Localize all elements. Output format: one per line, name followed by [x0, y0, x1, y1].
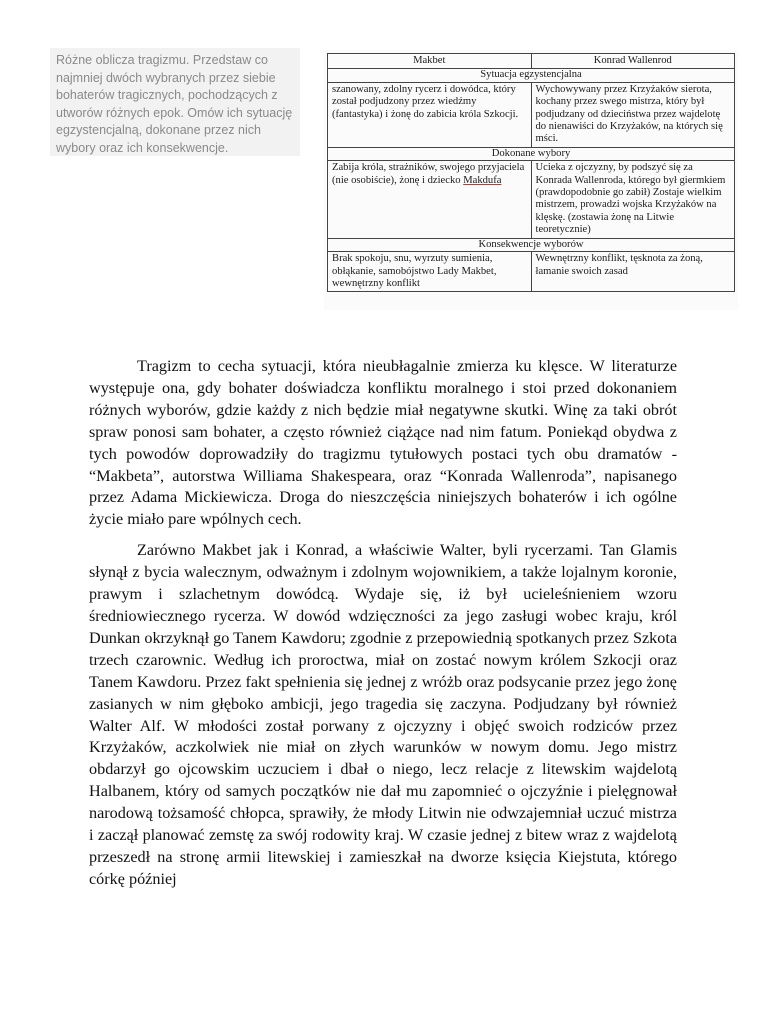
cell-konrad-existential: Wychowywany przez Krzyżaków sierota, kochany przez swego mistrza, który był podjudzany od dzieciństwa przez wajdelotę do nienawiści do Krzyżaków, na których się mści.	[531, 82, 735, 147]
essay-paragraph-2: Zarówno Makbet jak i Konrad, a właściwie Walter, byli rycerzami. Tan Glamis słynął z bycia walecznym, odważnym i zdolnym wojownikiem, a także lojalnym koronie, prawym i szlachetnym dowódcą. Wydaje się, iż był ucieleśnieniem wzoru średniowiecznego rycerza. W dowód wdzięczności za jego zasługi wobec kraju, król Dunkan okrzyknął go Tanem Kawdoru; zgodnie z przepowiednią spotkanych przez Szkota trzech czarownic. Według ich proroctwa, miał on zostać nowym królem Szkocji oraz Tanem Kawdoru. Przez fakt spełnienia się jednej z wróżb oraz podsycanie przez jego żonę zasianych w nim głęboko ambicji, jego tragedia się zaczyna. Podjudzany był również Walter Alf. W młodości został porwany z ojczyzny i objęć swoich rodziców przez Krzyżaków, aczkolwiek nie miał on złych warunków w nowym domu. Jego mistrz obdarzył go ojcowskim uczuciem i dbał o niego, lecz relacje z litewskim wajdelotą Halbanem, który od samych początków nie dał mu zapomnieć o ojczyźnie i pielęgnował narodową tożsamość chłopca, sprawiły, że młody Litwin nie odwzajemniał uczuć mistrza i zaczął planować zemstę za swój rodowity kraj. W czasie jednej z bitew wraz z wajdelotą przeszedł na stronę armii litewskiej i zamieszkał na dworze księcia Kiejstuta, którego córkę później	[89, 541, 677, 888]
cell-konrad-choices: Ucieka z ojczyzny, by podszyć się za Konrada Wallenroda, którego był giermkiem (prawdopodobnie go zabił) Zostaje wielkim mistrzem, prowadzi wojska Krzyżaków na klęskę. (zostawia żonę na Litwie teoretycznie)	[531, 161, 735, 238]
section-row	[328, 69, 735, 82]
header-makbet: Makbet	[328, 54, 532, 69]
essay-paragraph-1: Tragizm to cecha sytuacji, która nieubłagalnie zmierza ku klęsce. W literaturze występuje ona, gdy bohater doświadcza konfliktu moralnego i stoi przed dokonaniem różnych wyborów, gdzie każdy z nich będzie miał negatywne skutki. Winę za taki obrót spraw ponosi sam bohater, a często również ciążące nad nim fatum. Poniekąd obydwa z tych powodów doprowadziły do tragizmu tytułowych postaci tych obu dramatów - “Makbeta”, autorstwa Williama Shakespeara, oraz “Konrada Wallenroda”, napisanego przez Adama Mickiewicza. Droga do nieszczęścia niniejszych bohaterów i ich ogólne życie miało pare wpólnych cech.	[89, 357, 677, 529]
section-row	[328, 147, 735, 160]
cell-makbet-choices	[328, 161, 532, 238]
cell-makbet-consequences: Brak spokoju, snu, wyrzuty sumienia, obłąkanie, samobójstwo Lady Makbet, wewnętrzny konflikt	[328, 252, 532, 292]
comparison-table	[327, 53, 735, 292]
table-header-row	[328, 54, 735, 69]
section-title-existential: Sytuacja egzystencjalna	[328, 69, 735, 82]
header-konrad-wallenrod: Konrad Wallenrod	[531, 54, 735, 69]
cell-makbet-choices-text: Zabija króla, strażników, swojego przyjaciela (nie osobiście), żonę i dziecko	[332, 162, 525, 186]
table-row	[328, 161, 735, 238]
makduf-name: Makdufa	[463, 174, 502, 186]
comparison-table-image	[324, 50, 738, 310]
section-title-choices: Dokonane wybory	[328, 147, 735, 160]
cell-konrad-consequences: Wewnętrzny konflikt, tęsknota za żoną, łamanie swoich zasad	[531, 252, 735, 292]
task-prompt-text: Różne oblicza tragizmu. Przedstaw co najmniej dwóch wybranych przez siebie bohaterów tragicznych, pochodzących z utworów różnych epok. Omów ich sytuację egzystencjalną, dokonane przez nich wybory oraz ich konsekwencje.	[56, 53, 293, 155]
table-row	[328, 252, 735, 292]
essay-body	[89, 356, 677, 900]
cell-makbet-existential: szanowany, zdolny rycerz i dowódca, który został podjudzony przez wiedźmy (fantastyka) i żonę do zabicia króla Szkocji.	[328, 82, 532, 147]
table-row	[328, 82, 735, 147]
section-title-consequences: Konsekwencje wyborów	[328, 238, 735, 251]
section-row	[328, 238, 735, 251]
